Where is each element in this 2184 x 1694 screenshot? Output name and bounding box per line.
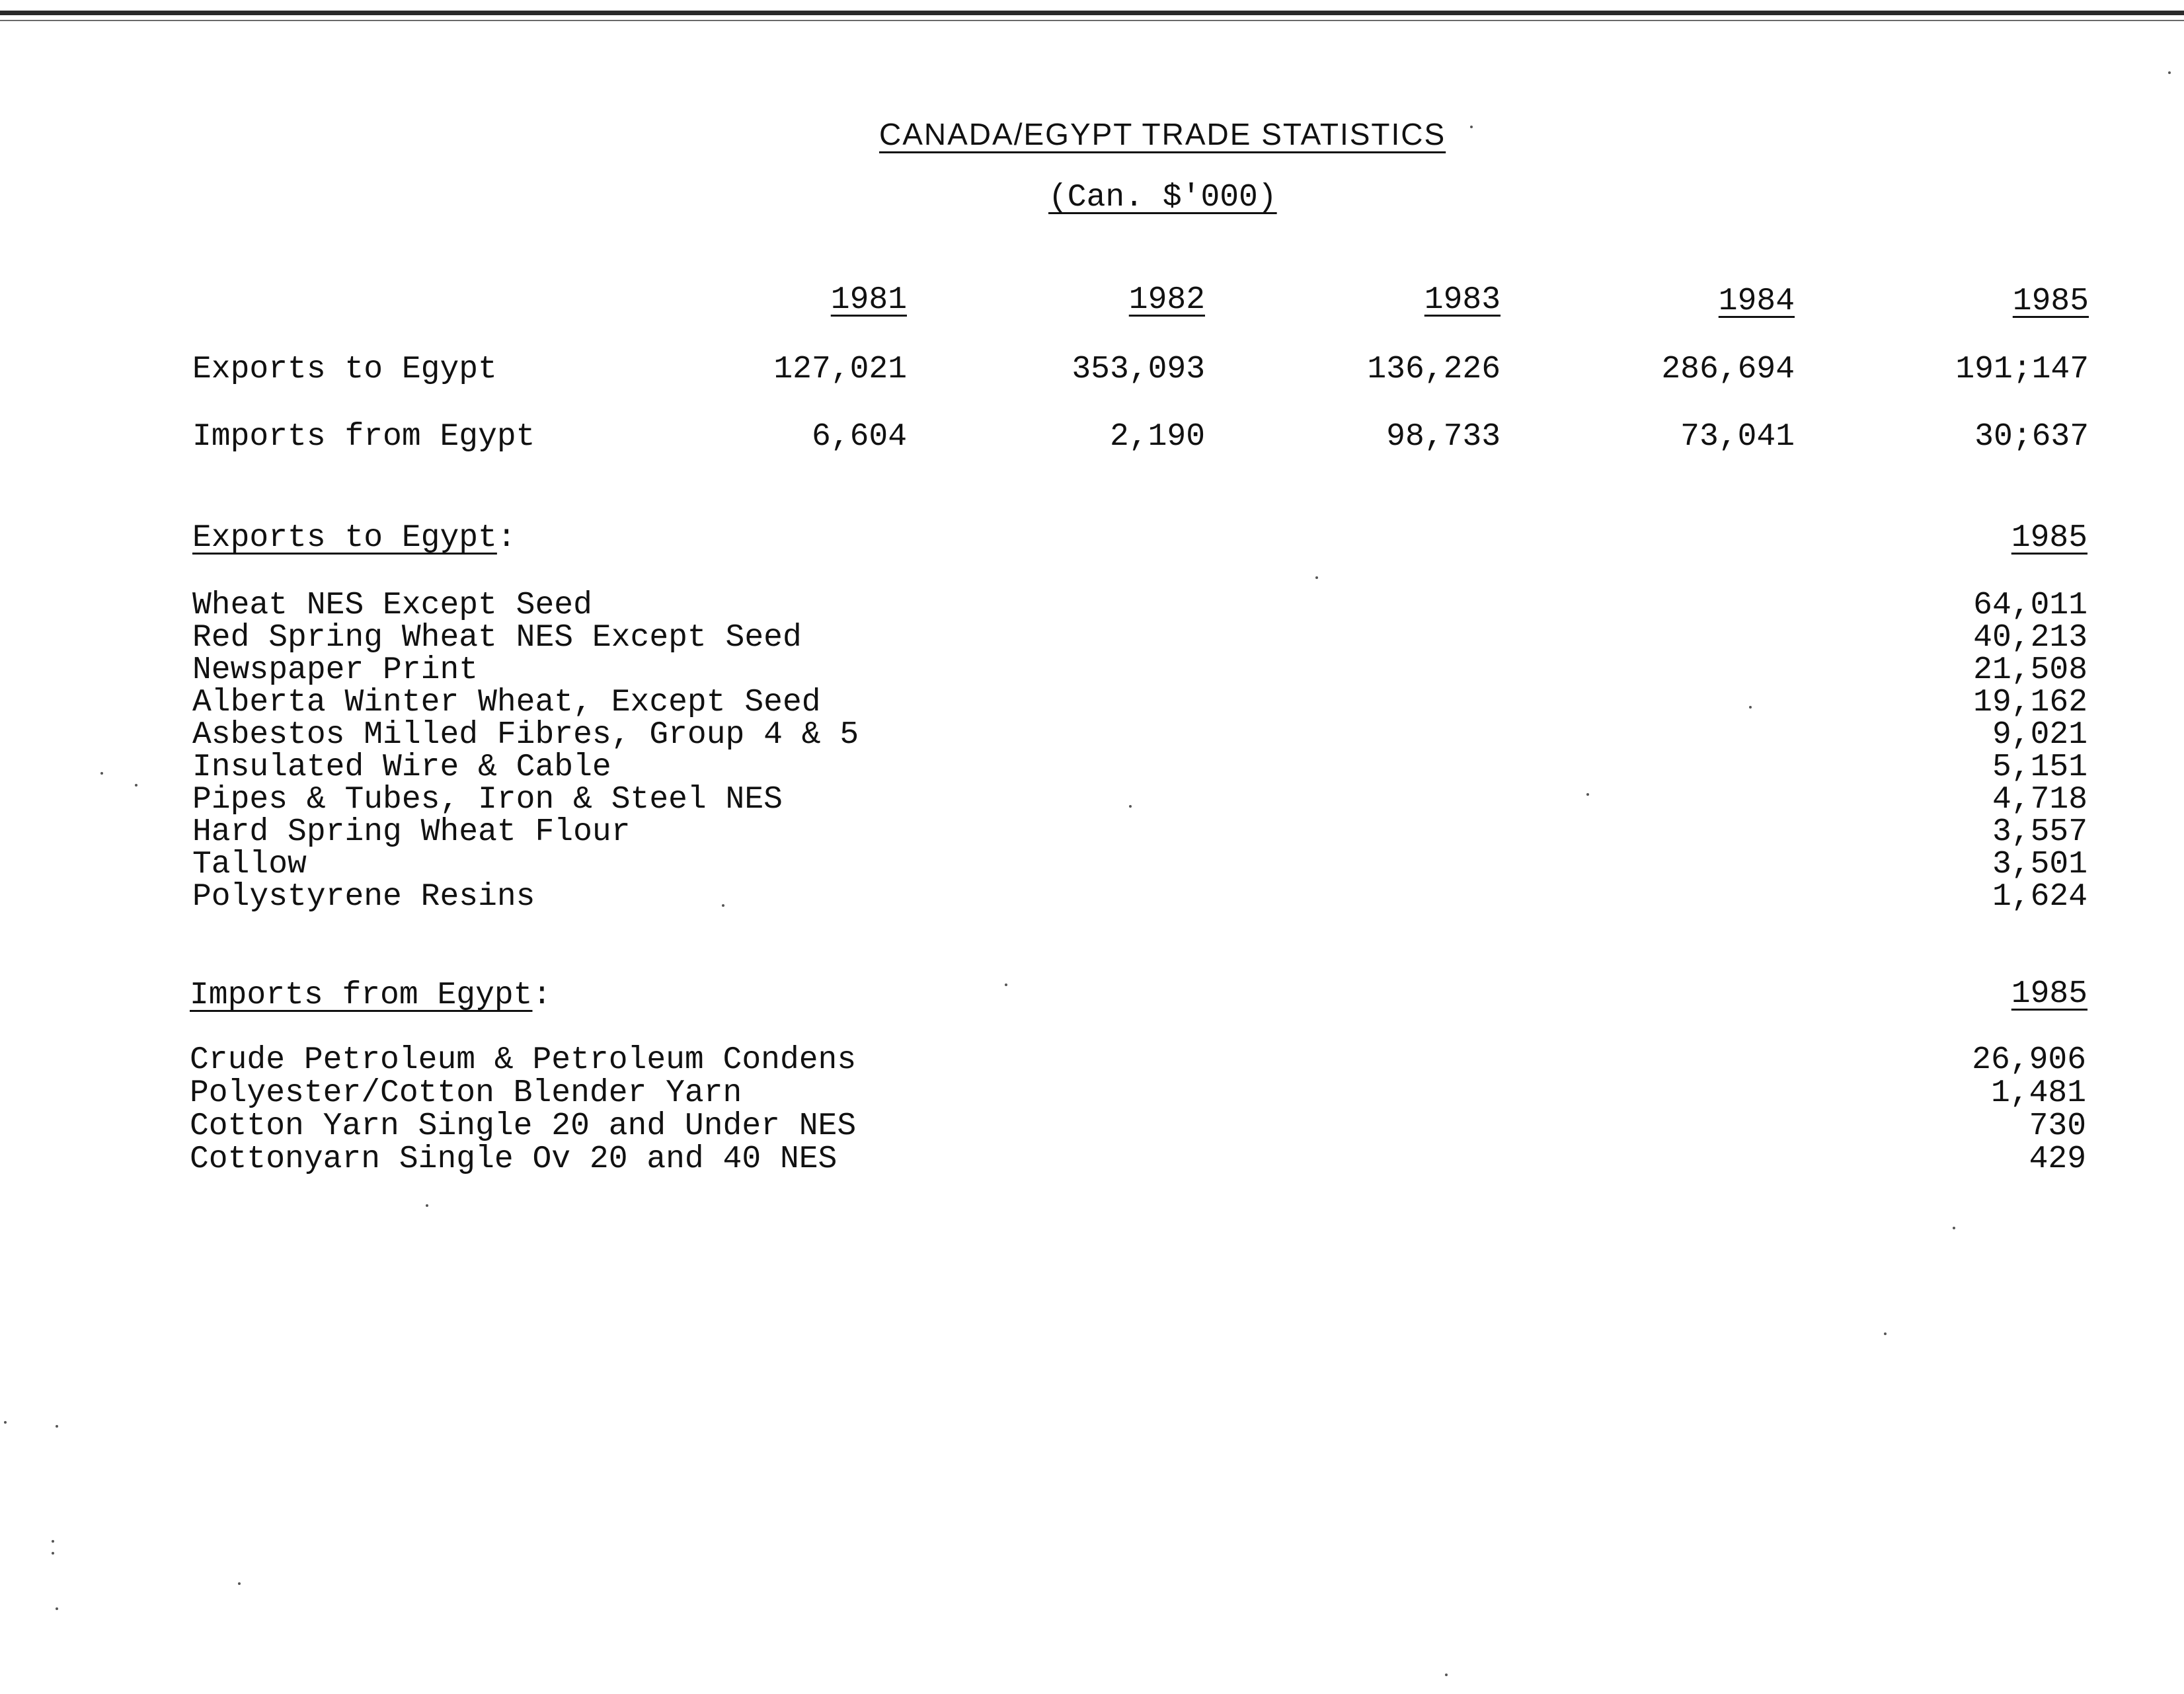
scan-speck: [1005, 983, 1007, 986]
document-subtitle: (Can. $'000): [1048, 180, 1277, 215]
scan-speck: [1129, 805, 1132, 808]
scan-speck: [426, 1204, 428, 1207]
imports-heading-colon: :: [532, 978, 552, 1013]
summary-value: 136,226: [1367, 352, 1501, 387]
export-item-label: Insulated Wire & Cable: [192, 750, 611, 785]
year-header-1984: 1984: [1718, 284, 1795, 319]
summary-row-label: Imports from Egypt: [192, 419, 535, 455]
export-item-label: Red Spring Wheat NES Except Seed: [192, 620, 802, 656]
scan-speck: [1884, 1332, 1887, 1335]
import-item-label: Cottonyarn Single Ov 20 and 40 NES: [190, 1141, 838, 1177]
top-rule-thin: [0, 20, 2184, 21]
scan-speck: [238, 1582, 241, 1585]
import-item-label: Cotton Yarn Single 20 and Under NES: [190, 1108, 857, 1144]
import-item-label: Polyester/Cotton Blender Yarn: [190, 1075, 742, 1111]
export-item-value: 40,213: [1973, 620, 2087, 656]
scan-speck: [1749, 706, 1752, 709]
summary-value: 286,694: [1661, 352, 1795, 387]
export-item-label: Newspaper Print: [192, 652, 479, 688]
scan-speck: [100, 772, 103, 775]
export-item-value: 9,021: [1992, 717, 2087, 753]
scan-speck: [56, 1425, 58, 1428]
scan-speck: [2168, 71, 2171, 74]
summary-value: 73,041: [1680, 419, 1795, 455]
imports-year: 1985: [2011, 976, 2087, 1012]
export-item-value: 3,501: [1992, 847, 2087, 882]
exports-heading: [192, 522, 516, 554]
export-item-value: 64,011: [1973, 588, 2087, 623]
export-item-value: 21,508: [1973, 652, 2087, 688]
export-item-label: Pipes & Tubes, Iron & Steel NES: [192, 782, 783, 818]
summary-value: 127,021: [773, 352, 907, 387]
import-item-value: 730: [2029, 1108, 2086, 1144]
export-item-label: Tallow: [192, 847, 307, 882]
scan-speck: [1470, 126, 1473, 128]
export-item-value: 5,151: [1992, 750, 2087, 785]
exports-heading-text: Exports to Egypt: [192, 520, 497, 556]
scan-speck: [722, 904, 724, 907]
export-item-value: 1,624: [1992, 879, 2087, 915]
summary-value: 2,190: [1109, 419, 1205, 455]
imports-heading: [190, 980, 551, 1011]
scan-speck: [4, 1421, 7, 1424]
scan-speck: [1315, 576, 1318, 579]
scan-speck: [135, 784, 137, 787]
scan-speck: [56, 1607, 58, 1610]
scan-speck: [1445, 1674, 1448, 1676]
year-header-1983: 1983: [1424, 282, 1501, 318]
year-header-1981: 1981: [830, 282, 907, 318]
scan-speck: [1953, 1227, 1955, 1229]
export-item-value: 4,718: [1992, 782, 2087, 818]
document-title: CANADA/EGYPT TRADE STATISTICS: [879, 117, 1446, 151]
scan-speck: [1586, 793, 1589, 796]
summary-value: 191;147: [1955, 352, 2089, 387]
exports-heading-colon: :: [496, 520, 516, 556]
import-item-label: Crude Petroleum & Petroleum Condens: [190, 1042, 857, 1078]
export-item-label: Polystyrene Resins: [192, 879, 535, 915]
export-item-label: Hard Spring Wheat Flour: [192, 814, 631, 850]
import-item-value: 26,906: [1972, 1042, 2086, 1078]
summary-value: 30;637: [1974, 419, 2089, 455]
export-item-label: Asbestos Milled Fibres, Group 4 & 5: [192, 717, 859, 753]
summary-value: 6,604: [811, 419, 907, 455]
scan-speck: [52, 1552, 54, 1555]
summary-value: 353,093: [1072, 352, 1205, 387]
year-header-1985: 1985: [2012, 284, 2089, 319]
export-item-label: Wheat NES Except Seed: [192, 588, 592, 623]
export-item-label: Alberta Winter Wheat, Except Seed: [192, 685, 821, 720]
exports-year: 1985: [2011, 520, 2087, 556]
scan-speck: [52, 1540, 54, 1543]
import-item-value: 429: [2029, 1141, 2086, 1177]
export-item-value: 3,557: [1992, 814, 2087, 850]
top-rule: [0, 11, 2184, 15]
summary-value: 98,733: [1386, 419, 1501, 455]
import-item-value: 1,481: [1990, 1075, 2086, 1111]
year-header-1982: 1982: [1128, 282, 1205, 318]
export-item-value: 19,162: [1973, 685, 2087, 720]
imports-heading-text: Imports from Egypt: [190, 978, 533, 1013]
summary-row-label: Exports to Egypt: [192, 352, 497, 387]
